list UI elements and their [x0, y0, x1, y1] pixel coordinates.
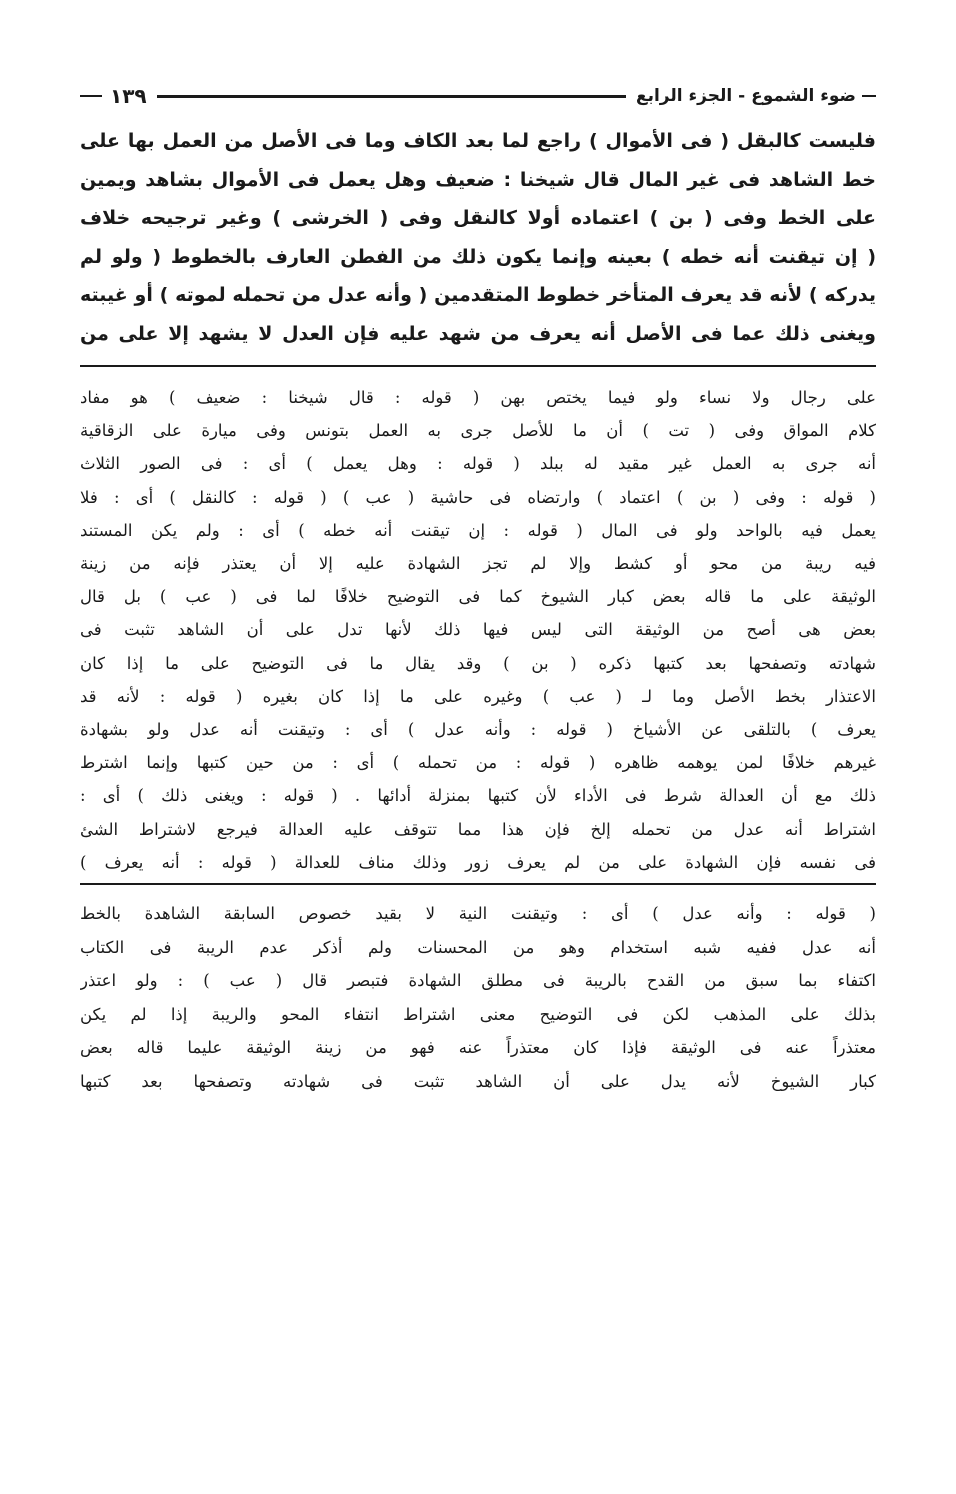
commentary-line: بعض هى أصح من الوثيقة التى ليس فيها ذلك لأنها تدل على أن الشاهد تثبت فى [80, 620, 876, 640]
header-rule [157, 95, 626, 98]
commentary-line: يعمل فيه بالواحد ولو فى المال ( قوله : إن تيقنت أنه خطه ) أى : ولم يكن المستند [80, 520, 876, 540]
main-line: ويغنى ذلك عما فى الأصل أنه يعرف من شهد عليه فإن العدل لا يشهد إلا على من [80, 322, 876, 345]
commentary-line: يعرف ) بالتلقى عن الأشياخ ( قوله : وأنه عدل ) أى : وتيقنت أنه عدل ولو بشهادة [80, 720, 876, 740]
running-title: ضوء الشموع - الجزء الرابع [635, 86, 856, 106]
main-text [80, 122, 876, 353]
page-number: ١٣٩ [110, 84, 147, 108]
section-divider [80, 365, 876, 367]
footnote-line: معتذراً عنه فى الوثيقة فإذا كان معتذراً عنه فهو من زينة الوثيقة عليما قاله بعض [80, 1038, 876, 1058]
commentary-line: غيرهم خلافًا لمن يوهمه ظاهره ( قوله : من تحمله ) أى : من حين كتبها وإنما اشترط [80, 753, 876, 773]
main-line: فليست كالبقل ( فى الأموال ) راجع لما بعد الكاف وما فى الأصل من العمل بها على [80, 130, 876, 152]
commentary-line: الوثيقة على ما قاله بعض كبار الشيوخ كما فى التوضيح خلافًا لما فى ( عب ) بل قال [80, 587, 876, 607]
header-dash-end [80, 95, 102, 97]
running-header [80, 78, 876, 114]
footnote-line: ( قوله : وأنه عدل ) أى : وتيقنت النية لا بقيد خصوص السابقة الشاهدة بالخط [80, 904, 876, 924]
commentary-line: فى نفسه فإن الشهادة على من لم يعرف زور وذلك مناف للعدالة ( قوله : أنه يعرف ) [80, 852, 876, 872]
footnote-line: بذلك على المذهب لكن فى التوضيح معنى اشتراط انتفاء المحو والريبة إذا لم يكن [80, 1004, 876, 1024]
commentary-line: اشتراط أنه عدل من تحمله إلخ فإن هذا مما تتوقف عليه العدالة فيرجع لاشتراط الشئ [80, 819, 876, 839]
header-dash-start [862, 95, 876, 97]
commentary-line: كلام المواق وفى ( تت ) أن ما للأصل جرى به العمل بتونس وفى ميارة على الزقاقية [80, 421, 876, 441]
footnote-line: أنه عدل ففيه شبه استخدام وهو من المحسنات ولم أذكر عدم الريبة فى الكتاب [80, 937, 876, 957]
main-line: يدركه ) لأنه قد يعرف المتأخر خطوط المتقدمين ( وأنه عدل من تحمله لموته ) أو غيبته [80, 284, 876, 306]
footnote-line: كبار الشيوخ لأنه يدل على أن الشاهد تثبت فى شهادته وتصفحها بعد كتبها [80, 1072, 876, 1092]
commentary-text [80, 381, 876, 879]
main-line: على الخط وفى ( بن ) اعتماده أولا كالنقل وفى ( الخرشى ) وغير ترجيحه خلاف [80, 207, 876, 229]
commentary-line: الاعتذار بخط الأصل وما لـ ( عب ) وغيره على ما إذا كان بغيره ( قوله : لأنه قد [80, 686, 876, 706]
main-line: ( إن تيقنت أنه خطه ) بعينه وإنما يكون ذلك من الفطن العارف بالخطوط ( ولو لم [80, 245, 876, 268]
commentary-line: فيه ريبة من محو أو كشط وإلا لم تجز الشهادة عليه إلا أن يعتذر فإنه من زينة [80, 554, 876, 574]
commentary-line: على رجال ولا نساء ولو فيما يختص بهن ( قوله : قال شيخنا : ضعيف ) هو مفاد [80, 388, 876, 407]
section-divider [80, 883, 876, 885]
footnote-text [80, 897, 876, 1099]
main-line: خط الشاهد فى غير المال قال شيخنا : ضعيف وهل يعمل فى الأموال بشاهد ويمين [80, 168, 876, 191]
commentary-line: ذلك مع أن العدالة شرط فى الأداء لأن كتبها بمنزلة أدائها . ( قوله : ويغنى ذلك ) أى : [80, 786, 876, 806]
document-page [80, 78, 876, 1099]
commentary-line: شهادته وتصفحها بعد كتبها ذكره ( بن ) وقد يقال ما فى التوضيح على ما إذا كان [80, 653, 876, 673]
commentary-line: أنه جرى به العمل غير مقيد له ببلد ( قوله : وهل يعمل ) أى : فى الصور الثلاث [80, 454, 876, 474]
commentary-line: ( قوله : وفى ( بن ) اعتماد ) وارتضاه فى حاشية ( عب ) ( قوله : كالنقل ) أى : فلا [80, 487, 876, 507]
footnote-line: اكتفاء بما سبق من القدح بالريبة فى مطلق الشهادة فتبصر قال ( عب ) : ولو اعتذر [80, 971, 876, 991]
